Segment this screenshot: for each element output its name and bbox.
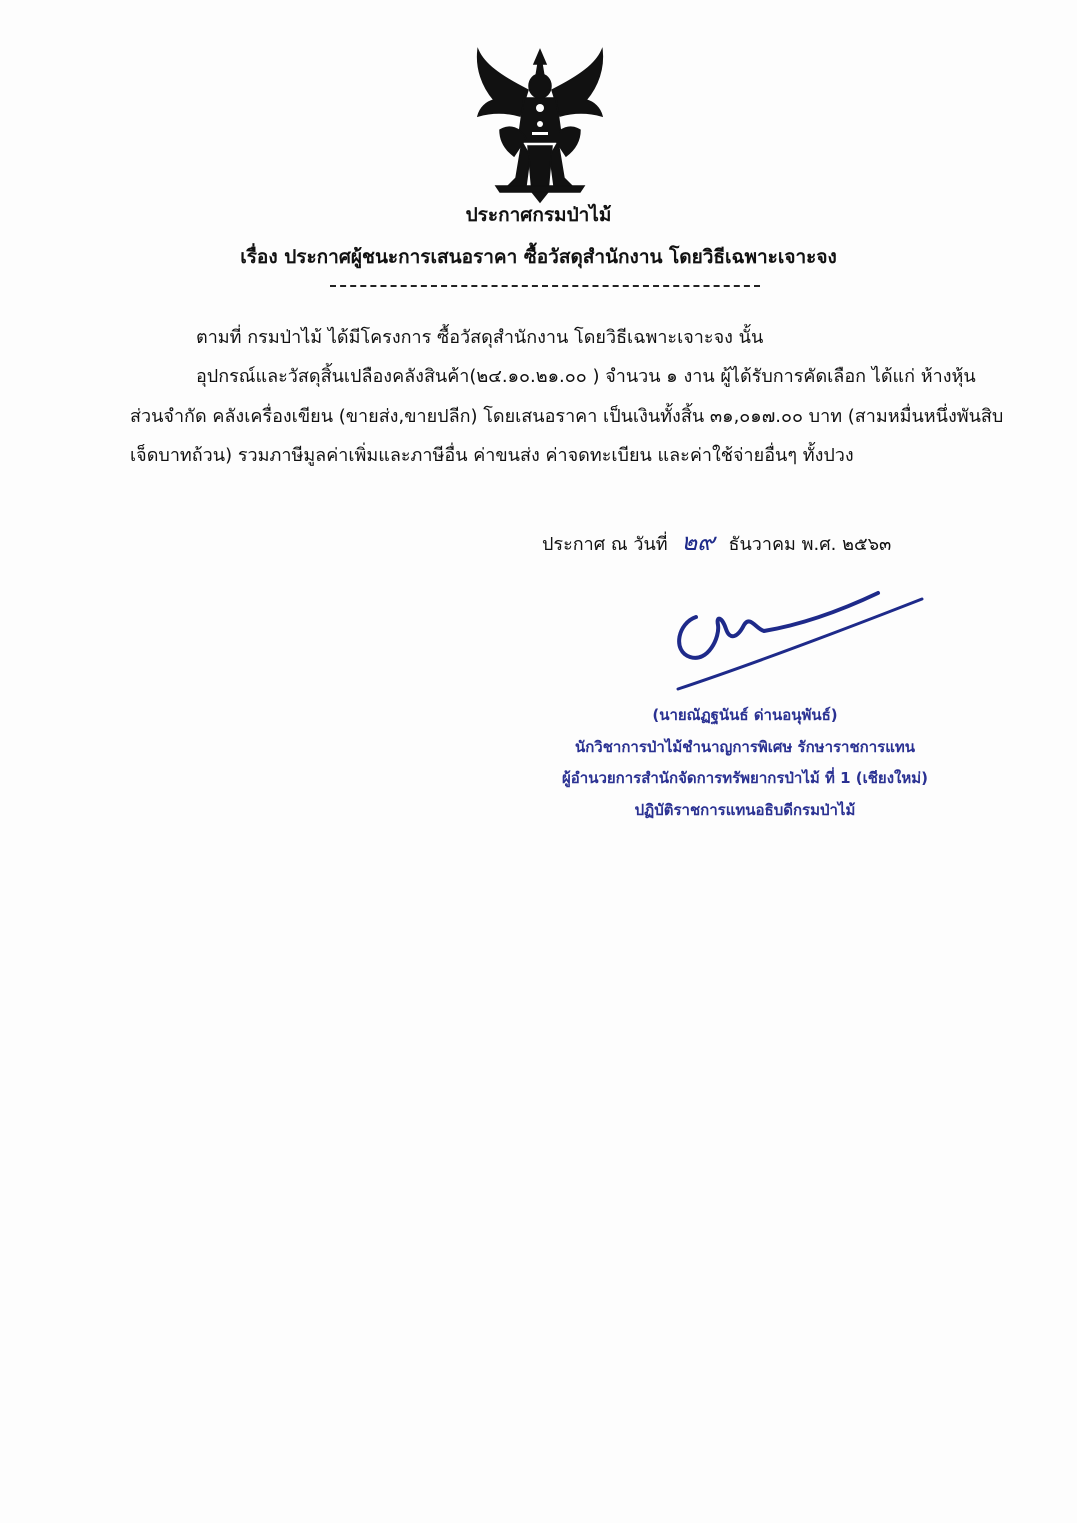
- body-line-1: ตามที่ กรมป่าไม้ ได้มีโครงการ ซื้อวัสดุสำนักงาน โดยวิธีเฉพาะเจาะจง นั้น: [196, 327, 764, 348]
- date-day-handwritten: ๒๙: [681, 528, 715, 556]
- signatory-name: (นายณัฏฐนันธ์ ด่านอนุพันธ์): [652, 706, 838, 724]
- signatory-position-2: ผู้อำนวยการสำนักจัดการทรัพยากรป่าไม้ ที่ 1 (เชียงใหม่): [561, 769, 929, 787]
- title-divider: [330, 285, 760, 287]
- announcement-date: [542, 522, 891, 561]
- document-subject: เรื่อง ประกาศผู้ชนะการเสนอราคา ซื้อวัสดุสำนักงาน โดยวิธีเฉพาะเจาะจง: [240, 246, 837, 268]
- date-month-year: ธันวาคม พ.ศ. ๒๕๖๓: [728, 534, 892, 555]
- body-line-3: ส่วนจำกัด คลังเครื่องเขียน (ขายส่ง,ขายปลีก) โดยเสนอราคา เป็นเงินทั้งสิ้น ๓๑,๐๑๗.๐๐ บาท (สามหมื่นหนึ่งพันสิบ: [130, 406, 1004, 427]
- document-title: ประกาศกรมป่าไม้: [465, 204, 612, 226]
- body-line-4: เจ็ดบาทถ้วน) รวมภาษีมูลค่าเพิ่มและภาษีอื่น ค่าขนส่ง ค่าจดทะเบียน และค่าใช้จ่ายอื่นๆ ทั้งปวง: [130, 445, 854, 466]
- garuda-emblem-icon: [470, 46, 610, 206]
- signatory-position-1: นักวิชาการป่าไม้ชำนาญการพิเศษ รักษาราชการแทน: [574, 738, 916, 756]
- body-line-2: อุปกรณ์และวัสดุสิ้นเปลืองคลังสินค้า(๒๔.๑๐.๒๑.๐๐ ) จำนวน ๑ งาน ผู้ได้รับการคัดเลือก ได้แก่ ห้างหุ้น: [196, 366, 976, 387]
- date-prefix: ประกาศ ณ วันที่: [542, 534, 668, 555]
- signatory-position-3: ปฏิบัติราชการแทนอธิบดีกรมป่าไม้: [634, 801, 856, 819]
- signature-icon: [660, 585, 940, 695]
